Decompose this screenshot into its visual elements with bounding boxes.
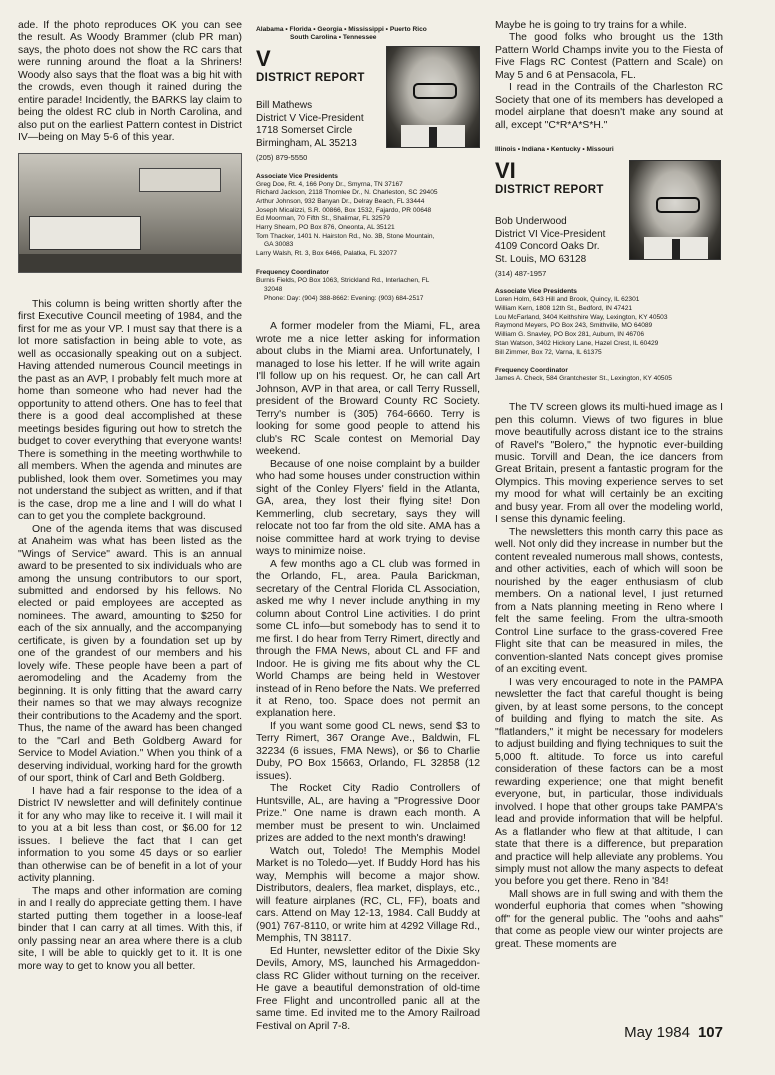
district-v-assoc-list	[256, 181, 480, 259]
page-footer	[624, 1024, 723, 1041]
list-item: Raymond Meyers, PO Box 243, Smithville, MO 64089	[495, 322, 653, 330]
vp-address-1: 4109 Concord Oaks Dr.	[495, 241, 600, 253]
paragraph: ade. If the photo reproduces OK you can see the result. As Woody Brammer (club PR man) says, the photo does not show the RC cars that were running around the float a la Shriners! Woody also says that the float was a big hit with the crowds, even though it rained during the entire parade! Incidently, the BARKS lay claim to being the oldest RC club in North Carolina, and also put on the earliest Pattern contest in District IV—being on May 5-6 of this year.	[18, 20, 242, 144]
district-v-freq	[256, 277, 480, 304]
district-v-freq-header: Frequency Coordinator	[256, 268, 329, 276]
district-v-header	[256, 26, 480, 163]
tie	[672, 239, 680, 259]
vp-role: District VI Vice-President	[495, 228, 606, 240]
district-vi-title: DISTRICT REPORT	[495, 184, 604, 197]
list-item: Stan Watson, 3402 Hickory Lane, Hazel Crest, IL 60429	[495, 339, 659, 347]
paragraph: Maybe he is going to try trains for a while.	[495, 20, 687, 31]
paragraph: The good folks who brought us the 13th Pattern World Champs invite you to the Fiesta of Five Flags RC Contest (Pattern and Scale) on May 5 and 6 at Pensacola, FL.	[495, 32, 723, 81]
list-item: Joseph Micalizzi, S.R. 00866, Box 1532, Fajardo, PR 00648	[256, 206, 432, 214]
list-item: James A. Check, 584 Grantchester St., Lexington, KY 40505	[495, 375, 672, 383]
vp-name: Bill Mathews	[256, 100, 313, 112]
district-v-states-2: South Carolina • Tennessee	[290, 34, 377, 42]
paragraph: I have had a fair response to the idea of a District IV newsletter and will definitely continue it for any who may like to receive it. I will mail it to you at a bit less than cost, or $6.00 for 12 issues. I believe the fact that I can get information to you some 45 days or so earlier than otherwise can be of benefit in a lot of your activity planning.	[18, 785, 242, 885]
list-item: Greg Doe, Rt. 4, 166 Pony Dr., Smyrna, TN 37167	[256, 180, 403, 188]
paragraph: A former modeler from the Miami, FL, area wrote me a nice letter asking for information about clubs in the Miami area. Unfortunately, I managed to lose his letter. If he will write again I'll follow up on his request. Or, he can call Art Johnson, AVP in that area, or call Terry Russell, president of the Broward County RC Society. Terry's number is (305) 764-6660. Terry is looking for some good people to attend his club's RC Scale contest on Memorial Day weekend.	[256, 321, 480, 458]
parade-float-photo	[18, 153, 242, 273]
district-v-assoc-header: Associate Vice Presidents	[256, 172, 338, 180]
district-vi-assoc-header: Associate Vice Presidents	[495, 288, 577, 296]
glasses-icon	[656, 197, 700, 213]
paragraph: I read in the Contrails of the Charleston RC Society that one of its members has developed a model airplane that doesn't make any sound at all, except "C*R*A*S*H."	[495, 82, 723, 131]
paragraph: Mall shows are in full swing and with them the wonderful euphoria that comes when "showing off" for the general public. The "oohs and aahs" that come as people view our winter projects are great. These moments are	[495, 888, 723, 950]
district-vi-numeral: VI	[495, 158, 516, 184]
district-vi-freq	[495, 375, 723, 384]
vp-role: District V Vice-President	[256, 112, 364, 124]
pickup-truck	[29, 216, 141, 250]
list-item: GA 30083	[264, 241, 294, 249]
paragraph: This column is being written shortly after the first Executive Council meeting of 1984, and the first for me as your VP. I must say that there is a lot more satisfaction in being able to vote, as well as occasionally speaking out on a subject. Having attended numerous Council meetings in the past as an AVP, I probably felt much more at home than someone who had never had the opportunity to attend others. One has to feel that there is a good deal accomplished at these meetings besides figuring out how to stretch the budget to cover everything that everyone wants! There is something in the meeting worthwhile to all members. When the agenda and minutes are published, look them over. Sometimes you may not understand the subject as written, and if that is the case, drop me a line and I will do what I can to get you the complete background.	[18, 298, 242, 523]
vp-phone: (205) 879-5550	[256, 153, 308, 163]
column-1	[18, 20, 242, 973]
paragraph: Watch out, Toledo! The Memphis Model Market is no Toledo—yet. If Buddy Hord has his way, Memphis will become a major show. Distributors, dealers, flea market, displays, etc., will feature airplanes (RC, CL, FF), boats and cars. Attend on May 12-13, 1984. Call Buddy at (901) 767-8110, or write him at 4292 Village Rd., Memphis, TN 38117.	[256, 845, 480, 945]
list-item: William G. Snavley, PO Box 281, Auburn, IN 46706	[495, 331, 645, 339]
paragraph: Ed Hunter, newsletter editor of the Dixie Sky Devils, Amory, MS, launched his Armageddon-class RC Glider without turning on the receiver. He gave a beautiful demonstration of old-time Free Flight and uncontrolled panic all at the same time. Ed invited me to the Amory Railroad Festival on April 7-8.	[256, 945, 480, 1032]
column-3	[495, 20, 723, 951]
paragraph: The newsletters this month carry this pace as well. Not only did they increase in number but the content revealed numerous mall shows, contests, and other activities, each of which will soon be nourished by the eager enthusiasm of club members. On a national level, I just returned from a Nats planning meeting in Reno where I felt the same feeling. From the ultra-smooth Control Line surface to the grass-covered Free Flight site that can be measured in miles, the convention-slanted Nats concept gives promise of an exciting event.	[495, 526, 723, 676]
list-item: Bill Zimmer, Box 72, Varna, IL 61375	[495, 348, 602, 356]
paragraph: Because of one noise complaint by a builder who had some houses under construction within sight of the Conley Flyers' field in the Atlanta, GA, area, they lost their flying site! Don Kemmerling, club secretary, says they will relocate not too far from the old site. AMA has a noise committee hard at work trying to devise ways to minimize noise.	[256, 458, 480, 558]
list-item: Richard Jackson, 2118 Thornlee Dr., N. Charleston, SC 29405	[256, 189, 438, 197]
paragraph: A few months ago a CL club was formed in the Orlando, FL, area. Paula Barickman, secretary of the Central Florida CL Association, asked me why I never include anything in my column about Control Line activities. I do print some CL info—but somebody has to send it to me first. I do hear from Terry Rimert, directly and through the FMA News, about CL and FF and Indoor. He is giving me fits about why the CL World Champs are being held in Westover instead of in Reno before the Nats. We preferred it at Reno, too. Space does not permit an explanation here.	[256, 558, 480, 720]
list-item: Phone: Day: (904) 388-8662: Evening: (903) 684-2517	[264, 294, 424, 302]
district-v-states: Alabama • Florida • Georgia • Mississippi • Puerto Rico	[256, 26, 427, 33]
list-item: 32048	[264, 285, 283, 293]
issue-date: May 1984	[624, 1024, 690, 1041]
district-vi-assoc-list	[495, 296, 723, 357]
vp-address-1: 1718 Somerset Circle	[256, 125, 353, 137]
district-v-title: DISTRICT REPORT	[256, 72, 365, 85]
list-item: Harry Shearn, PO Box 876, Oneonta, AL 35121	[256, 224, 395, 232]
paragraph: I was very encouraged to note in the PAMPA newsletter the fact that careful thought is being given, by at least some persons, to the concept of building and flying to match the site. As "flatlanders," it might be necessary for modelers to adjust building and flying techniques to suit the 5,000 ft. altitude. To force us into careful consideration of these factors can be a most rewarding experience; one that might benefit everyone, but, in particular, those individuals involved. I hope that other groups take PAMPA's lead and provide information that will be helpful. As a flatlander who flew at that altitude, I can state that there is a difference, but preparation and practice will help alleviate any problems. You simply must not allow the many aspects to defeat you before you get there. Reno in '84!	[495, 676, 723, 888]
vp-address-2: St. Louis, MO 63128	[495, 253, 587, 265]
glasses-icon	[413, 83, 457, 99]
list-item: Burnis Fields, PO Box 1063, Strickland Rd., Interlachen, FL	[256, 276, 430, 284]
paragraph: The maps and other information are coming in and I really do appreciate getting them. I have started putting them together in a loose-leaf binder that I can carry at all times. With this, if only passing near an area where there is a club site, I will be able to quickly get to it. It is one more way to get to know you all better.	[18, 885, 242, 972]
road	[19, 254, 241, 272]
column-2	[256, 26, 480, 1033]
float-banner	[139, 168, 221, 192]
tie	[429, 127, 437, 147]
list-item: Arthur Johnson, 932 Banyan Dr., Delray Beach, FL 33444	[256, 197, 425, 205]
list-item: Loren Holm, 643 Hill and Brook, Quincy, IL 62301	[495, 296, 640, 304]
vp-name: Bob Underwood	[495, 216, 567, 228]
list-item: Ed Moorman, 70 Fifth St., Shalimar, FL 32579	[256, 215, 390, 223]
list-item: Tom Thacker, 1401 N. Hairston Rd., No. 3B, Stone Mountain,	[256, 232, 435, 240]
district-v-vp-portrait	[386, 46, 480, 148]
vp-address-2: Birmingham, AL 35213	[256, 137, 357, 149]
paragraph: The TV screen glows its multi-hued image as I pen this column. Views of two figures in blue move beautifully across distant ice to the strains of Ravel's "Bolero," the hypnotic ever-building music. Torvill and Dean, the ice dancers from Great Britain, present a fantastic program for the Olympics. This moving experience serves to set my mood for what will certainly be an exciting and busy year. From all over the modeling world, I sense this dynamic feeling.	[495, 402, 723, 526]
list-item: William Kern, 1808 12th St., Bedford, IN 47421	[495, 305, 633, 313]
district-vi-states: Illinois • Indiana • Kentucky • Missouri	[495, 146, 614, 154]
paragraph: If you want some good CL news, send $3 to Terry Rimert, 367 Orange Ave., Baldwin, FL 32234 (6 issues, FMA News), or $6 to Charlie Duby, PO Box 15663, Orlando, FL 32858 (12 issues).	[256, 720, 480, 782]
page-number: 107	[697, 1024, 723, 1041]
paragraph: The Rocket City Radio Controllers of Huntsville, AL, are having a "Progressive Door Prize." One name is drawn each month. A member must be present to win. Unclaimed prizes are added to the next month's drawing!	[256, 783, 480, 845]
district-vi-vp-portrait	[629, 160, 721, 260]
district-vi-freq-header: Frequency Coordinator	[495, 367, 568, 375]
list-item: Lou McFarland, 3404 Keithshire Way, Lexington, KY 40503	[495, 313, 668, 321]
vp-phone: (314) 487-1957	[495, 269, 547, 279]
paragraph: One of the agenda items that was discused at Anaheim was what has been listed as the "Wings of Service" award. This is an annual award to be presented to six individuals who are among the unsung contributors to our sport, submitted and endorsed by his fellows. No elected or paid employees are accepted as nominees. The award, amounting to $250 for each of the six annually, and the accompanying certificate, is given by a foundation set up by one of the grandest of our members and his lovely wife. These people have been a part of aeromodeling and the Academy from the beginning. It is only fitting that the award carry their names so that we may always recognize their contributions to the Academy and the sport. Thus, the name of the award has been changed to the "Carl and Beth Goldberg Award for Service to Model Aviation." When you think of a deserving individual, working hard for the growth of our sport, think of Carl and Beth Goldberg.	[18, 523, 242, 785]
district-v-numeral: V	[256, 46, 271, 72]
district-vi-header	[495, 146, 723, 278]
list-item: Larry Walsh, Rt. 3, Box 6466, Palatka, FL 32077	[256, 250, 397, 258]
